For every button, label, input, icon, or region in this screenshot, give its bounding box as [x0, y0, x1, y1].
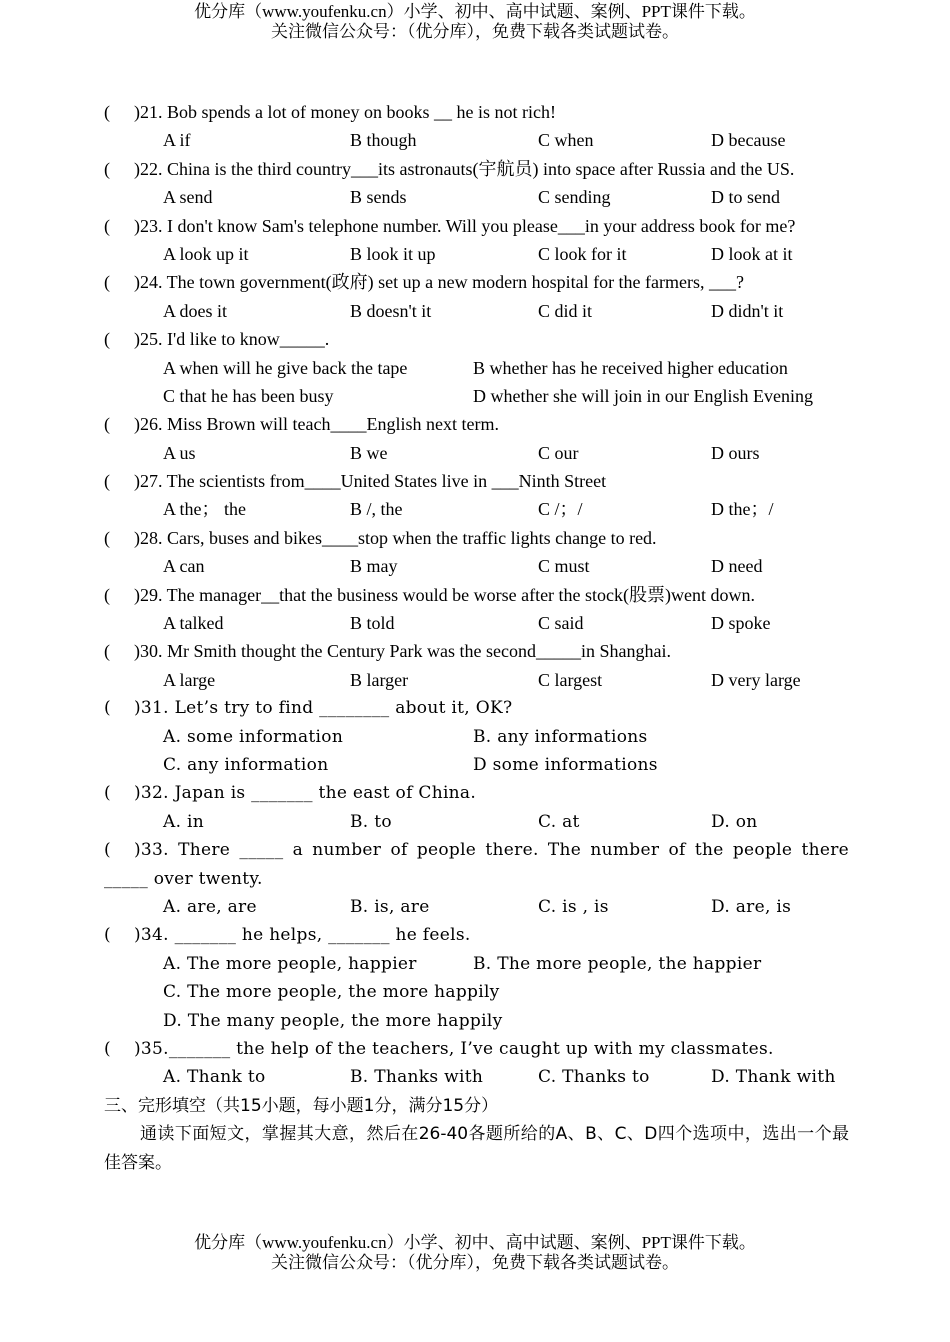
- header-line-1: 优分库（www.youfenku.cn）小学、初中、高中试题、案例、PPT课件下载。: [194, 2, 756, 21]
- answer-paren: (: [104, 840, 111, 861]
- answer-paren: (: [104, 102, 110, 122]
- option-c: C must: [538, 556, 590, 577]
- option-c: C when: [538, 130, 594, 151]
- option-c: C did it: [538, 300, 593, 321]
- question-text: )33. There _____ a number of people there. The number of the people there _____ over twenty.: [104, 840, 849, 889]
- option-a: A us: [163, 442, 196, 463]
- option-b: B. Thanks with: [350, 1067, 484, 1088]
- option-row: [104, 609, 849, 637]
- option-row: [104, 1007, 849, 1035]
- option-a: D. The many people, the more happily: [163, 1010, 503, 1031]
- section-intro: 通读下面短文，掌握其大意，然后在26-40各题所给的A、B、C、D四个选项中，选出一个最佳答案。: [104, 1124, 849, 1173]
- option-a: C that he has been busy: [163, 385, 334, 406]
- option-b: B whether has he received higher education: [473, 357, 788, 378]
- question-text: )25. I'd like to know_____.: [134, 329, 330, 350]
- option-b: B though: [350, 130, 417, 151]
- option-a: A. The more people, happier: [163, 953, 417, 974]
- question-text: )26. Miss Brown will teach____English next term.: [134, 414, 499, 435]
- option-a: A. are, are: [163, 896, 257, 917]
- answer-paren: (: [104, 527, 110, 548]
- option-row: [104, 439, 849, 467]
- question-list: [104, 98, 849, 1177]
- question-stem: [104, 1035, 849, 1063]
- answer-paren: (: [104, 641, 110, 662]
- section-title: 三、完形填空（共15小题，每小题1分，满分15分）: [104, 1095, 499, 1116]
- question-stem: [104, 524, 849, 552]
- option-d: D spoke: [711, 613, 771, 634]
- option-a: A look up it: [163, 243, 249, 264]
- option-d: D look at it: [711, 243, 793, 264]
- option-d: D because: [711, 130, 786, 151]
- question-stem: [104, 637, 849, 665]
- option-row: [104, 893, 849, 921]
- question-text: )35._______ the help of the teachers, I’ve caught up with my classmates.: [134, 1038, 774, 1059]
- option-d: D very large: [711, 669, 801, 690]
- option-row: [104, 183, 849, 211]
- option-a: A can: [163, 556, 205, 577]
- option-row: [104, 297, 849, 325]
- option-d: D the；/: [711, 499, 774, 520]
- question-text: )31. Let’s try to find ________ about it, OK?: [134, 698, 513, 719]
- question-text: )27. The scientists from____United States live in ___Ninth Street: [134, 471, 607, 492]
- option-b: B we: [350, 442, 388, 463]
- option-b: B. any informations: [473, 726, 648, 747]
- footer-line-1: 优分库（www.youfenku.cn）小学、初中、高中试题、案例、PPT课件下载。: [194, 1233, 756, 1252]
- option-a: A when will he give back the tape: [163, 357, 408, 378]
- answer-paren: (: [104, 783, 111, 804]
- option-d: D. Thank with: [711, 1067, 836, 1088]
- option-a: A does it: [163, 300, 228, 321]
- option-c: C. Thanks to: [538, 1067, 650, 1088]
- question-stem: [104, 155, 849, 183]
- option-row: [104, 240, 849, 268]
- option-b: B. is, are: [350, 896, 430, 917]
- option-row: [104, 552, 849, 580]
- question-stem: [104, 921, 849, 949]
- option-row: [104, 382, 849, 410]
- option-c: C largest: [538, 669, 603, 690]
- question-stem: [104, 98, 849, 126]
- option-b: B may: [350, 556, 398, 577]
- option-a: A send: [163, 187, 213, 208]
- question-stem: [104, 779, 849, 807]
- option-d: D need: [711, 556, 763, 577]
- question-stem: [104, 212, 849, 240]
- question-text: )28. Cars, buses and bikes____stop when the traffic lights change to red.: [134, 527, 657, 548]
- question-text: )34. _______ he helps, _______ he feels.: [134, 925, 471, 946]
- option-b: B sends: [350, 187, 407, 208]
- option-a: A if: [163, 130, 191, 151]
- page-footer: [0, 1233, 950, 1273]
- option-a: A. Thank to: [163, 1067, 266, 1088]
- question-stem: [104, 467, 849, 495]
- question-text: )30. Mr Smith thought the Century Park was the second_____in Shanghai.: [134, 641, 671, 662]
- header-line-2: 关注微信公众号：（优分库），免费下载各类试题试卷。: [271, 22, 679, 41]
- question-text: )24. The town government(政府) set up a new modern hospital for the farmers, ___?: [134, 272, 745, 293]
- question-stem: [104, 581, 849, 609]
- question-stem: [104, 268, 849, 296]
- question-stem: [104, 836, 849, 893]
- answer-paren: (: [104, 414, 110, 435]
- option-row: [104, 978, 849, 1006]
- page-header: [0, 2, 950, 42]
- option-d: D to send: [711, 187, 780, 208]
- option-row: [104, 354, 849, 382]
- option-b: D some informations: [473, 754, 658, 775]
- question-stem: [104, 694, 849, 722]
- option-b: B doesn't it: [350, 300, 432, 321]
- answer-paren: (: [104, 1038, 111, 1059]
- option-a: A large: [163, 669, 216, 690]
- option-d: D. are, is: [711, 896, 792, 917]
- option-row: [104, 666, 849, 694]
- answer-paren: (: [104, 272, 110, 293]
- option-b: B told: [350, 613, 395, 634]
- question-text: )29. The manager__that the business would be worse after the stock(股票)went down.: [134, 584, 756, 605]
- option-c: C said: [538, 613, 584, 634]
- question-stem: [104, 325, 849, 353]
- question-text: )23. I don't know Sam's telephone number. Will you please___in your address book for me?: [134, 215, 796, 236]
- option-c: C /；/: [538, 499, 583, 520]
- question-text: )22. China is the third country___its astronauts(宇航员) into space after Russia and the US.: [134, 158, 795, 179]
- option-row: [104, 723, 849, 751]
- question-text: )21. Bob spends a lot of money on books __ he is not rich!: [134, 102, 556, 122]
- option-d: D. on: [711, 811, 758, 832]
- option-row: [104, 1063, 849, 1091]
- option-b: B look it up: [350, 243, 436, 264]
- answer-paren: (: [104, 584, 110, 605]
- answer-paren: (: [104, 698, 111, 719]
- option-row: [104, 751, 849, 779]
- option-row: [104, 950, 849, 978]
- answer-paren: (: [104, 471, 110, 492]
- option-c: C our: [538, 442, 579, 463]
- option-row: [104, 495, 849, 523]
- option-d: D ours: [711, 442, 760, 463]
- answer-paren: (: [104, 215, 110, 236]
- option-c: C sending: [538, 187, 611, 208]
- answer-paren: (: [104, 158, 110, 179]
- option-b: B larger: [350, 669, 409, 690]
- option-b: B. to: [350, 811, 392, 832]
- option-c: C. at: [538, 811, 580, 832]
- option-a: C. any information: [163, 754, 329, 775]
- option-row: [104, 808, 849, 836]
- option-a: A the； the: [163, 499, 246, 520]
- footer-line-2: 关注微信公众号：（优分库），免费下载各类试题试卷。: [271, 1253, 679, 1272]
- answer-paren: (: [104, 925, 111, 946]
- question-text: )32. Japan is _______ the east of China.: [134, 783, 477, 804]
- option-row: [104, 126, 849, 154]
- option-d: D didn't it: [711, 300, 784, 321]
- question-stem: [104, 410, 849, 438]
- option-b: B /, the: [350, 499, 403, 520]
- option-b: D whether she will join in our English Evening: [473, 385, 813, 406]
- option-c: C. is , is: [538, 896, 609, 917]
- option-c: C look for it: [538, 243, 627, 264]
- option-b: B. The more people, the happier: [473, 953, 762, 974]
- option-a: A. in: [163, 811, 204, 832]
- option-a: A. some information: [163, 726, 344, 747]
- answer-paren: (: [104, 329, 110, 350]
- option-a: A talked: [163, 613, 224, 634]
- option-a: C. The more people, the more happily: [163, 982, 500, 1003]
